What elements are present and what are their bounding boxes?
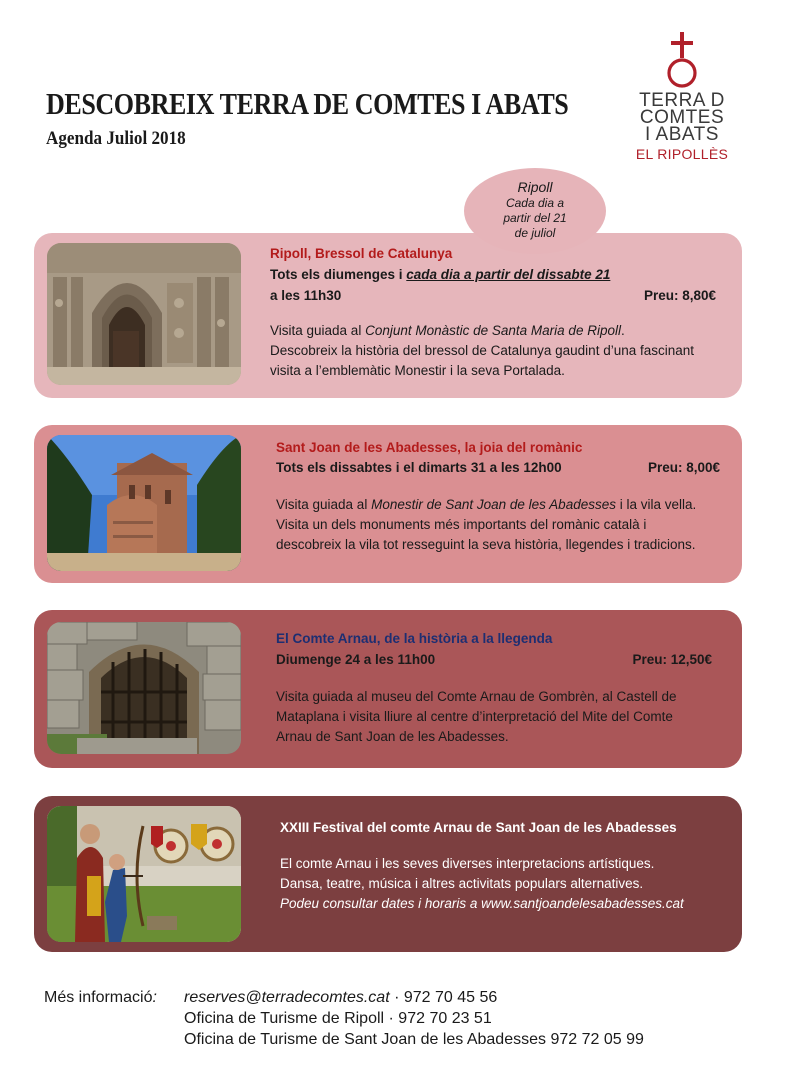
event-description — [276, 495, 696, 555]
desc-line-3: Podeu consultar dates i horaris a www.santjoandelesabadesses.cat — [280, 896, 684, 911]
desc-emphasis: Monestir de Sant Joan de les Abadesses — [371, 497, 616, 512]
event-schedule — [270, 267, 610, 282]
desc-line-1: El comte Arnau i les seves diverses interpretacions artístiques. — [280, 856, 655, 871]
event-schedule: Tots els dissabtes i el dimarts 31 a les 12h00 — [276, 460, 562, 475]
desc-line-2: Visita un dels monuments més importants del romànic català i — [276, 517, 647, 532]
desc-line-1 — [276, 495, 696, 515]
desc-suffix: i la vila vella. — [615, 497, 697, 512]
event-description — [280, 854, 684, 914]
event-card-sant-joan — [34, 425, 742, 583]
desc-line-3: visita a l’emblemàtic Monestir i la seva Portalada. — [270, 363, 565, 378]
desc-line-2: Dansa, teatre, música i altres activitats populars alternatives. — [280, 876, 644, 891]
desc-suffix: . — [620, 323, 625, 338]
info-label-text: Més informació — [44, 989, 153, 1006]
event-description — [270, 321, 694, 381]
schedule-emphasis: cada dia a partir del dissabte 21 — [406, 267, 611, 282]
logo-line-1: TERRA D — [639, 90, 725, 111]
ripoll-bubble — [464, 168, 606, 254]
monastery-photo — [47, 435, 241, 571]
info-email-line — [184, 987, 497, 1008]
event-title: XXIII Festival del comte Arnau de Sant Joan de les Abadesses — [280, 820, 677, 835]
desc-line-1 — [270, 321, 694, 341]
desc-line-1: Visita guiada al museu del Comte Arnau de Gombrèn, al Castell de — [276, 689, 677, 704]
more-info-label — [44, 987, 157, 1008]
email-phone: · 972 70 45 56 — [389, 989, 498, 1006]
cross-circle-icon — [632, 32, 732, 92]
desc-line-3: descobreix la vila tot resseguint la seva història, llegendes i tradicions. — [276, 537, 696, 552]
desc-prefix: Visita guiada al — [270, 323, 366, 338]
event-title: Ripoll, Bressol de Catalunya — [270, 246, 453, 261]
logo-line-4: EL RIPOLLÈS — [635, 146, 729, 162]
terra-de-comtes-logo — [632, 32, 732, 166]
event-card-ripoll — [34, 233, 742, 398]
event-price: Preu: 12,50€ — [632, 652, 712, 667]
event-price: Preu: 8,80€ — [643, 288, 716, 303]
event-title: El Comte Arnau, de la història a la llegenda — [276, 631, 553, 646]
event-card-comte-arnau — [34, 610, 742, 768]
portal-photo — [47, 243, 241, 385]
event-card-festival — [34, 796, 742, 952]
desc-line-2: Mataplana i visita lliure al centre d’interpretació del Mite del Comte — [276, 709, 673, 724]
schedule-prefix: Tots els diumenges i — [270, 267, 407, 282]
logo-line-3: I ABATS — [645, 124, 719, 145]
event-price: Preu: 8,00€ — [647, 460, 720, 475]
logo-line-2: COMTES — [639, 107, 725, 128]
desc-prefix: Visita guiada al — [276, 497, 372, 512]
castle-gate-photo — [47, 622, 241, 754]
event-description — [276, 687, 676, 747]
event-title: Sant Joan de les Abadesses, la joia del romànic — [276, 440, 583, 455]
event-time: a les 11h30 — [270, 288, 342, 303]
email-link[interactable]: reserves@terradecomtes.cat — [184, 989, 390, 1006]
info-ripoll-office: Oficina de Turisme de Ripoll · 972 70 23 51 — [184, 1010, 492, 1027]
bubble-title: Ripoll — [517, 179, 553, 195]
desc-emphasis: Conjunt Monàstic de Santa Maria de Ripoll — [365, 323, 621, 338]
bubble-text: Cada dia a partir del 21 de juliol — [503, 196, 567, 240]
event-schedule: Diumenge 24 a les 11h00 — [276, 652, 436, 667]
desc-line-3: Arnau de Sant Joan de les Abadesses. — [276, 729, 509, 744]
desc-line-2: Descobreix la història del bressol de Catalunya gaudint d’una fascinant — [270, 343, 695, 358]
archery-festival-photo — [47, 806, 241, 942]
info-sant-joan-office: Oficina de Turisme de Sant Joan de les Abadesses 972 72 05 99 — [184, 1031, 644, 1048]
info-label-colon: : — [152, 989, 157, 1006]
page-title: DESCOBREIX TERRA DE COMTES I ABATS — [46, 86, 569, 121]
page-subtitle: Agenda Juliol 2018 — [46, 128, 186, 149]
